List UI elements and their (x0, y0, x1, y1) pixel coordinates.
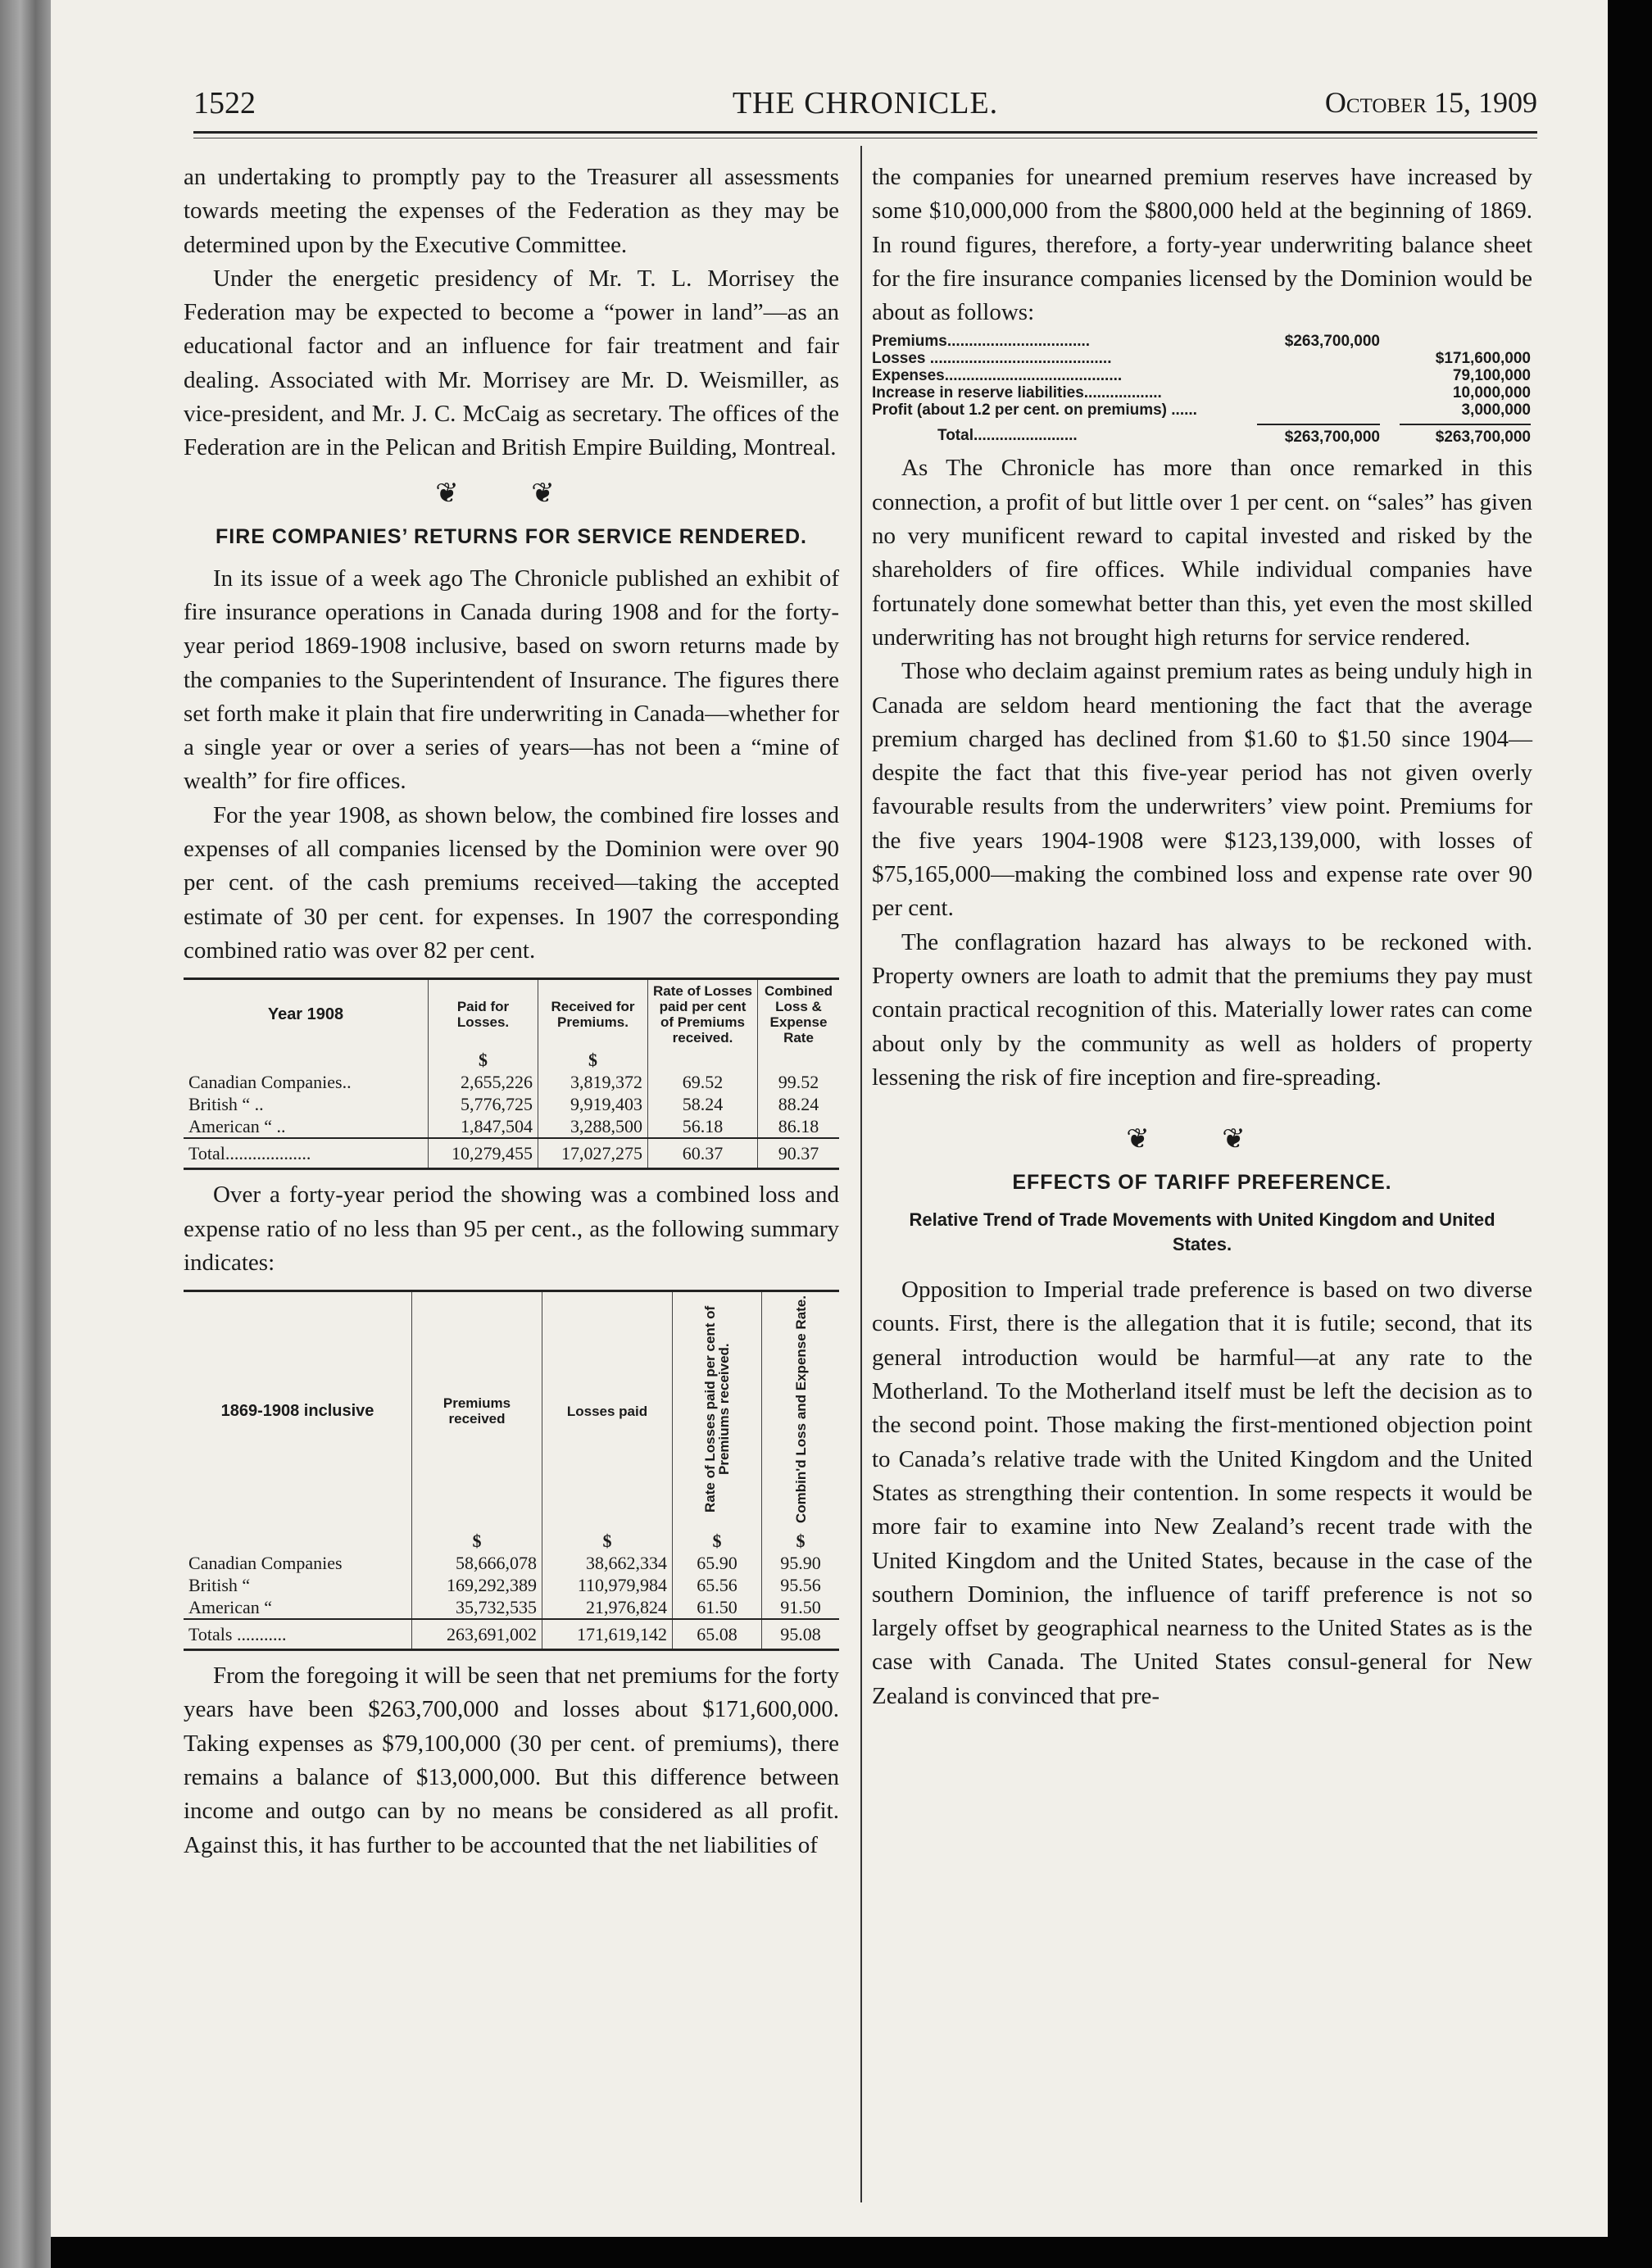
table-cell: 35,732,535 (412, 1596, 542, 1619)
page-number: 1522 (193, 86, 256, 120)
table-total-row (184, 1138, 839, 1168)
table-cell (648, 1049, 758, 1071)
paragraph: Over a forty-year period the showing was a combined loss and expense ratio of no less than 95 per cent., as the following summary indicates: (184, 1182, 839, 1276)
table-cell: Canadian Companies.. (188, 1072, 352, 1093)
table-cell: 110,979,984 (542, 1574, 673, 1596)
table-row (184, 1115, 839, 1138)
issue-date: October 15, 1909 (1324, 86, 1537, 119)
table-cell (184, 1049, 429, 1071)
balance-total-row (872, 424, 1532, 450)
table-cell: American “ (188, 1597, 272, 1618)
table-cell: 17,027,275 (538, 1138, 648, 1168)
ornament-divider: ❦ ❦ (435, 478, 588, 509)
table-total-row (184, 1619, 839, 1649)
table-cell: 263,691,002 (412, 1619, 542, 1649)
header-rule (193, 131, 1537, 134)
balance-row (872, 367, 1532, 384)
table-header-text: Rate of Losses paid per cent of Premiums received. (702, 1306, 732, 1513)
table-cell: Canadian Companies (188, 1553, 343, 1574)
table-cell: 9,919,403 (538, 1093, 648, 1115)
balance-row (872, 401, 1532, 419)
right-column (872, 161, 1532, 1713)
table-cell: 65.90 (673, 1552, 762, 1574)
table-cell: $ (412, 1530, 542, 1552)
table-header: Premiums received (412, 1292, 542, 1530)
table-cell (758, 1049, 840, 1071)
table-row (184, 1574, 839, 1596)
table-cell: 5,776,725 (429, 1093, 538, 1115)
table-cell: 95.56 (762, 1574, 840, 1596)
balance-label: Premiums................................. (872, 333, 1091, 351)
table-cell: $ (762, 1530, 840, 1552)
table-cell: 171,619,142 (542, 1619, 673, 1649)
balance-label: Expenses......................................... (872, 367, 1123, 385)
balance-row (872, 384, 1532, 401)
table-row (184, 1552, 839, 1574)
paragraph: The conflagration hazard has always to be reckoned with. Property owners are loath to admit that the premiums they pay must contain practical recognition of this. Materially lower rates can come about only by the community as well as holders of property lessening the risk of fire inception and fire-spreading. (872, 928, 1532, 1091)
paragraph: Those who declaim against premium rates as being unduly high in Canada are seldom heard mentioning the fact that the average premium charged has declined from $1.60 to $1.50 since 1904—despite the fact that this five-year period has not given overly favourable results from the underwriters’ view point. Premiums for the five years 1904-1908 were $123,139,000, with losses of $75,165,000—making the combined loss and expense rate over 90 per cent. (872, 658, 1532, 922)
balance-value: 79,100,000 (1452, 367, 1531, 385)
table-cell: 95.90 (762, 1552, 840, 1574)
table-header-vertical (673, 1292, 762, 1530)
table-cell: 65.08 (673, 1619, 762, 1649)
table-1908 (184, 978, 839, 1170)
balance-value: $263,700,000 (1284, 333, 1380, 351)
table-row (184, 1071, 839, 1093)
table-cell: 56.18 (648, 1115, 758, 1138)
balance-value: $263,700,000 (1257, 424, 1380, 447)
table-cell: 65.56 (673, 1574, 762, 1596)
table-cell: Total................... (184, 1138, 429, 1168)
table-cell: 2,655,226 (429, 1071, 538, 1093)
table-header: 1869-1908 inclusive (220, 1401, 374, 1420)
table-cell: 58.24 (648, 1093, 758, 1115)
ornament-divider: ❦ ❦ (1126, 1124, 1278, 1155)
balance-label: Losses .......................................... (872, 350, 1112, 368)
table-cell: $ (673, 1530, 762, 1552)
table-cell: 3,288,500 (538, 1115, 648, 1138)
table-header: Received for Premiums. (538, 980, 648, 1049)
balance-label: Total........................ (937, 427, 1078, 445)
paragraph: an undertaking to promptly pay to the Treasurer all assessments towards meeting the expenses of the Federation as they may be determined upon by the Executive Committee. (184, 164, 839, 258)
book-spine (0, 0, 51, 2268)
balance-label: Profit (about 1.2 per cent. on premiums) ...... (872, 401, 1197, 420)
balance-value: 10,000,000 (1452, 384, 1531, 402)
table-header-vertical (762, 1292, 840, 1530)
table-cell: $ (542, 1530, 673, 1552)
table-cell: 38,662,334 (542, 1552, 673, 1574)
table-header: Paid for Losses. (429, 980, 538, 1049)
balance-row (872, 350, 1532, 367)
table-header: Losses paid (542, 1292, 673, 1530)
table-cell: $ (538, 1049, 648, 1071)
balance-value: 3,000,000 (1461, 401, 1531, 420)
publication-title: THE CHRONICLE. (732, 86, 999, 120)
balance-label: Increase in reserve liabilities.................. (872, 384, 1162, 402)
column-rule (860, 146, 862, 2202)
table-cell: 69.52 (648, 1071, 758, 1093)
table-cell: 90.37 (758, 1138, 840, 1168)
paragraph: In its issue of a week ago The Chronicle published an exhibit of fire insurance operations in Canada during 1908 and for the forty-year period 1869-1908 inclusive, based on sworn returns made by the companies to the Superintendent of Insurance. The figures there set forth make it plain that fire underwriting in Canada—whether for a single year or over a series of years—has not been a “mine of wealth” for fire offices. (184, 565, 839, 795)
table-cell: 3,819,372 (538, 1071, 648, 1093)
table-cell: $ (429, 1049, 538, 1071)
table-cell: 60.37 (648, 1138, 758, 1168)
table-row (184, 1596, 839, 1619)
balance-sheet (872, 333, 1532, 450)
table-header: Combined Loss & Expense Rate (758, 980, 840, 1049)
table-cell: 1,847,504 (429, 1115, 538, 1138)
table-1869-1908 (184, 1290, 839, 1651)
table-header: Year 1908 (267, 1005, 344, 1023)
running-header (193, 85, 1537, 134)
paragraph: From the foregoing it will be seen that net premiums for the forty years have been $263,700,000 and losses about $171,600,000. Taking expenses as $79,100,000 (30 per cent. of premiums), there remains a balance of $13,000,000. But this difference between income and outgo can by no means be considered as all profit. Against this, it has further to be accounted that the net liabilities of (184, 1662, 839, 1858)
article-subheading: Relative Trend of Trade Movements with United Kingdom and United States. (909, 1209, 1495, 1255)
table-cell: 10,279,455 (429, 1138, 538, 1168)
table-cell (184, 1530, 412, 1552)
page-edge-shadow (1608, 0, 1652, 2268)
balance-row (872, 333, 1532, 350)
paragraph: the companies for unearned premium reserves have increased by some $10,000,000 from the $800,000 held at the beginning of 1869. In round figures, therefore, a forty-year underwriting balance sheet for the fire insurance companies licensed by the Dominion would be about as follows: (872, 164, 1532, 326)
table-cell: British “ (188, 1575, 251, 1596)
balance-value: $263,700,000 (1400, 424, 1531, 447)
balance-value: $171,600,000 (1435, 350, 1531, 368)
paragraph: Under the energetic presidency of Mr. T. L. Morrisey the Federation may be expected to become a “power in land”—as an educational factor and an influence for fair treatment and fair dealing. Associated with Mr. Morrisey are Mr. D. Weismiller, as vice-president, and Mr. J. C. McCaig as secretary. The offices of the Federation are in the Pelican and British Empire Building, Montreal. (184, 265, 839, 461)
paragraph: As The Chronicle has more than once remarked in this connection, a profit of but little over 1 per cent. on “sales” has given no very munificent reward to capital invested and risked by the shareholders of fire offices. While individual companies have fortunately done somewhat better than this, yet even the most skilled underwriting has not brought high returns for service rendered. (872, 455, 1532, 651)
table-cell: 21,976,824 (542, 1596, 673, 1619)
table-cell: 58,666,078 (412, 1552, 542, 1574)
article-heading: FIRE COMPANIES’ RETURNS FOR SERVICE RENDERED. (216, 524, 807, 548)
table-header: Rate of Losses paid per cent of Premiums received. (648, 980, 758, 1049)
table-cell: 95.08 (762, 1619, 840, 1649)
paragraph: For the year 1908, as shown below, the combined fire losses and expenses of all companies licensed by the Dominion were over 90 per cent. of the cash premiums received—taking the accepted estimate of 30 per cent. for expenses. In 1907 the corresponding combined ratio was over 82 per cent. (184, 801, 839, 964)
table-cell: British “ .. (188, 1094, 264, 1115)
table-cell: 88.24 (758, 1093, 840, 1115)
table-header-text: Combin'd Loss and Expense Rate. (792, 1295, 809, 1524)
table-cell: 169,292,389 (412, 1574, 542, 1596)
article-heading: EFFECTS OF TARIFF PREFERENCE. (1012, 1171, 1392, 1195)
table-cell: Totals ........... (184, 1619, 412, 1649)
table-cell: 99.52 (758, 1071, 840, 1093)
left-column (184, 161, 839, 1862)
table-cell: American “ .. (188, 1116, 286, 1137)
table-cell: 61.50 (673, 1596, 762, 1619)
paragraph: Opposition to Imperial trade preference is based on two diverse counts. First, there is the allegation that it is futile; second, that its general introduction would be harmful—at any rate to the Motherland. To the Motherland itself must be left the decision as to the second point. Those making the first-mentioned objection point to Canada’s relative trade with the United Kingdom and the United States as strengthing their contention. In some respects it would be more fair to examine into New Zealand’s recent trade with the United Kingdom and the United States, because in the case of the southern Dominion, the influence of tariff preference is not so largely offset by geographical nearness to the United States as is the case with Canada. The United States consul-general for New Zealand is convinced that pre- (872, 1277, 1532, 1709)
table-cell: 86.18 (758, 1115, 840, 1138)
table-cell: 91.50 (762, 1596, 840, 1619)
table-row (184, 1093, 839, 1115)
